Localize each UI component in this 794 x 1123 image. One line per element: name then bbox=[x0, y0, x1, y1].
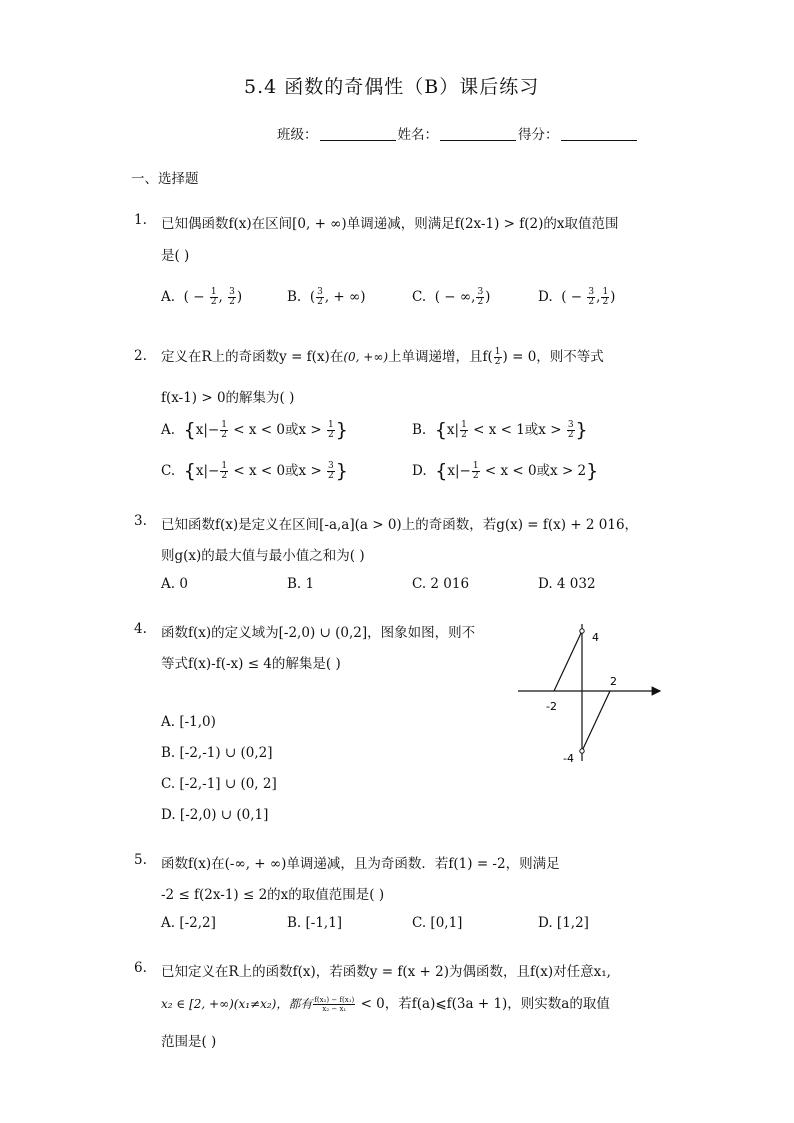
q4-line1: 函数f(x)的定义域为[-2,0) ∪ (0,2]，图象如图，则不 bbox=[161, 625, 476, 641]
q5-option-d: D. [1,2] bbox=[538, 915, 589, 931]
q2-option-d: D. {x|− $\frac{1}{2}$ < x < 0或x > 2} bbox=[412, 460, 599, 482]
q5-line1: 函数f(x)在(-∞, + ∞)单调递减，且为奇函数．若f(1) = -2，则满足 bbox=[161, 856, 560, 872]
q3-option-c: C. 2 016 bbox=[412, 576, 470, 592]
q2-number: 2. bbox=[134, 348, 147, 364]
name-blank bbox=[440, 128, 516, 141]
q6-line1: 已知定义在R上的函数f(x)，若函数y = f(x + 2)为偶函数，且f(x)对任意x₁, bbox=[161, 964, 611, 980]
q5-option-a: A. [-2,2] bbox=[161, 915, 216, 931]
q1-option-d: D. ( − $\frac{3}{2}$ , $\frac{1}{2}$ ) bbox=[538, 287, 616, 307]
q3-option-d: D. 4 032 bbox=[538, 576, 596, 592]
graph-right-segment bbox=[582, 691, 610, 751]
q5-line2: -2 ≤ f(2x-1) ≤ 2的x的取值范围是( ) bbox=[161, 887, 385, 903]
label-y-neg4: -4 bbox=[563, 752, 574, 765]
q5-number: 5. bbox=[134, 852, 147, 868]
q3-number: 3. bbox=[134, 513, 147, 529]
q4-number: 4. bbox=[134, 621, 147, 637]
q5-option-c: C. [0,1] bbox=[412, 915, 463, 931]
page-title: 5.4 函数的奇偶性（B）课后练习 bbox=[244, 76, 540, 98]
q1-number: 1. bbox=[134, 212, 147, 228]
q1-option-c: C. ( − ∞, $\frac{3}{2}$ ) bbox=[412, 287, 491, 307]
q2-line2: f(x-1) > 0的解集为( ) bbox=[161, 390, 295, 406]
q2-option-b: B. {x| $\frac{1}{2}$ < x < 1或x > $\frac{3}{2}$ } bbox=[412, 419, 588, 441]
q4-option-b: B. [-2,-1) ∪ (0,2] bbox=[161, 745, 273, 761]
class-blank bbox=[320, 128, 396, 141]
score-label: 得分： bbox=[518, 127, 559, 143]
label-x-2: 2 bbox=[610, 675, 617, 688]
q3-line1: 已知函数f(x)是定义在区间[-a,a](a > 0)上的奇函数，若g(x) = f(x) + 2 016， bbox=[161, 517, 639, 533]
graph-left-segment bbox=[554, 631, 582, 691]
q1-line2: 是( ) bbox=[161, 248, 190, 264]
q6-number: 6. bbox=[134, 960, 147, 976]
label-x-neg2: -2 bbox=[546, 700, 557, 713]
q4-option-c: C. [-2,-1] ∪ (0, 2] bbox=[161, 776, 277, 792]
q3-option-b: B. 1 bbox=[287, 576, 315, 592]
q4-option-a: A. [-1,0) bbox=[161, 714, 216, 730]
q2-line1: 定义在R上的奇函数y = f(x)在(0, +∞)上单调递增，且f( $\frac{1}{2}$ ) = 0，则不等式 bbox=[161, 347, 604, 367]
label-y-4: 4 bbox=[592, 631, 599, 644]
score-blank bbox=[561, 128, 637, 141]
q2-option-a: A. {x|− $\frac{1}{2}$ < x < 0或x > $\frac{1}{2}$ } bbox=[161, 419, 348, 441]
name-label: 姓名： bbox=[397, 127, 438, 143]
q6-line2: x₂ ∈ [2, +∞)(x₁≠x₂)，都有 $\frac{\text{f(x₂) − f(x₁)}}{\text{x₂ − x₁}}$ < 0，若f(a)⩽f(3a + 1)，则实数a的取值 bbox=[161, 996, 610, 1013]
q5-option-b: B. [-1,1] bbox=[287, 915, 343, 931]
section-heading: 一、选择题 bbox=[131, 171, 199, 187]
q4-option-d: D. [-2,0) ∪ (0,1] bbox=[161, 807, 269, 823]
q1-line1: 已知偶函数f(x)在区间[0, + ∞)单调递减，则满足f(2x-1) > f(2)的x取值范围 bbox=[161, 216, 619, 232]
open-point-bottom bbox=[580, 749, 584, 753]
q2-option-c: C. {x|− $\frac{1}{2}$ < x < 0或x > $\frac{3}{2}$ } bbox=[161, 460, 348, 482]
q1-option-a: A. ( − $\frac{1}{2}$ , $\frac{3}{2}$ ) bbox=[161, 287, 243, 307]
class-label: 班级： bbox=[277, 127, 318, 143]
open-point-top bbox=[580, 629, 584, 633]
q4-function-graph bbox=[510, 616, 670, 776]
q3-line2: 则g(x)的最大值与最小值之和为( ) bbox=[161, 548, 365, 564]
q4-line2: 等式f(x)-f(-x) ≤ 4的解集是( ) bbox=[161, 656, 341, 672]
q1-option-b: B. ( $\frac{3}{2}$ , + ∞) bbox=[287, 287, 366, 307]
student-info-line bbox=[277, 123, 639, 143]
q3-option-a: A. 0 bbox=[161, 576, 188, 592]
q6-line3: 范围是( ) bbox=[161, 1034, 217, 1050]
